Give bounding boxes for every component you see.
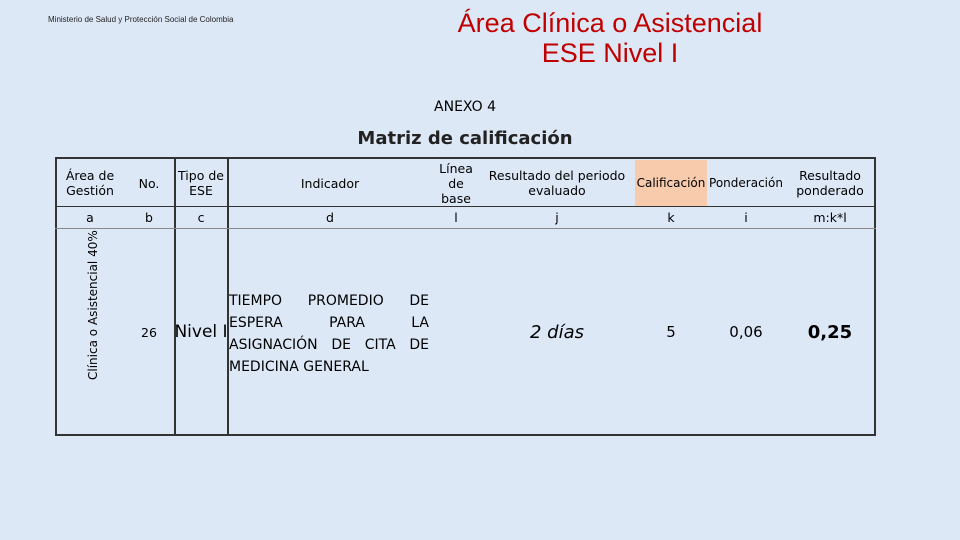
area-gestion-value: Clínica o Asistencial 40% [86, 230, 100, 380]
header-ponderacion: Ponderación [709, 175, 783, 190]
letter-k: k [667, 210, 675, 225]
header-indicador: Indicador [300, 175, 360, 191]
letter-i: i [744, 210, 748, 225]
letter-a: a [86, 210, 94, 225]
calificacion-value: 5 [666, 322, 676, 341]
linea-base-value [432, 320, 480, 344]
no-value: 26 [141, 324, 157, 340]
tipo-value: Nivel I [174, 321, 228, 342]
annex-label: ANEXO 4 [434, 99, 496, 115]
title-line-1: Área Clínica o Asistencial [457, 8, 763, 38]
grid-line [55, 228, 876, 229]
header-area: Área de Gestión [65, 168, 115, 198]
header-no: No. [138, 175, 160, 191]
header-linea-base: Línea de base [439, 160, 473, 206]
letter-l: l [454, 210, 458, 225]
header-tipo: Tipo de ESE [178, 168, 224, 198]
page-title [400, 8, 820, 68]
letter-d: d [326, 210, 334, 225]
letter-c: c [197, 210, 205, 225]
ministry-label: Ministerio de Salud y Protección Social de Colombia [48, 15, 234, 24]
matrix-title: Matriz de calificación [357, 128, 573, 149]
letter-j: j [555, 210, 559, 225]
ponderacion-value: 0,06 [729, 322, 763, 341]
title-line-2: ESE Nivel I [541, 38, 679, 68]
resultado-ponderado-value: 0,25 [807, 321, 853, 343]
header-resultado: Resultado del periodo evaluado [488, 168, 626, 198]
header-calificacion: Calificación [636, 175, 706, 190]
letter-b: b [145, 210, 153, 225]
header-resultado-ponderado: Resultado ponderado [796, 168, 864, 198]
resultado-value: 2 días [529, 321, 584, 343]
indicador-value: TIEMPO PROMEDIO DE ESPERA PARA LA ASIGNACIÓN DE CITA DE MEDICINA GENERAL [229, 293, 429, 375]
letter-m: m:k*l [813, 210, 847, 225]
